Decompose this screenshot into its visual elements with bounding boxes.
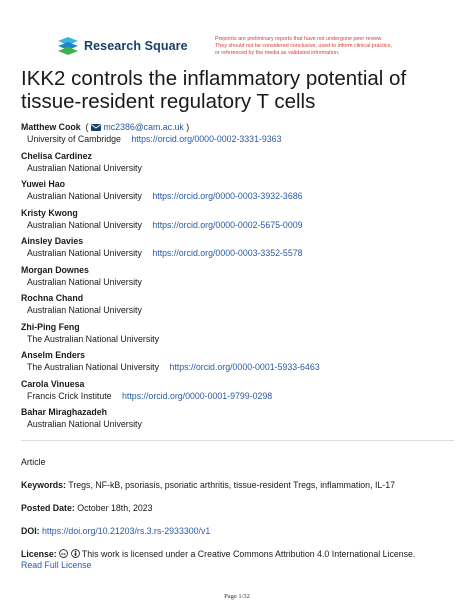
author-name: Zhi-Ping Feng (21, 321, 80, 332)
paper-title: IKK2 controls the inflammatory potential of tissue-resident regulatory T cells (21, 67, 407, 113)
posted-date-value: October 18th, 2023 (77, 503, 153, 513)
read-full-license-link[interactable]: Read Full License (21, 560, 92, 570)
author-entry (21, 122, 461, 151)
preprint-disclaimer (215, 36, 465, 58)
doi-label: DOI: (21, 526, 40, 536)
disclaimer-line: or referenced by the media as validated information. (215, 50, 340, 57)
author-entry (21, 236, 461, 265)
author-email-group: ( mc2386@cam.ac.uk ) (83, 122, 190, 132)
disclaimer-line: They should not be considered conclusive, used to inform clinical practice, (215, 43, 393, 50)
author-affiliation: Australian National University (27, 248, 142, 258)
page-number: Page 1/32 (224, 593, 250, 600)
doi-link[interactable]: https://doi.org/10.21203/rs.3.rs-2933300/v1 (42, 526, 211, 536)
author-entry (21, 322, 461, 351)
orcid-link[interactable]: https://orcid.org/0000-0001-5933-6463 (169, 362, 320, 372)
author-affiliation: Australian National University (27, 219, 142, 230)
author-entry (21, 208, 461, 237)
author-affiliation: The Australian National University (27, 333, 160, 344)
doi-line (21, 526, 461, 537)
author-name: Yuwei Hao (21, 179, 65, 189)
cc-icon (59, 549, 68, 558)
orcid-link[interactable]: https://orcid.org/0000-0003-3352-5578 (152, 248, 303, 258)
author-list (21, 122, 461, 436)
author-affiliation: The Australian National University (27, 362, 160, 372)
svg-text:cc: cc (61, 551, 66, 557)
author-name: Bahar Miraghazadeh (21, 407, 108, 417)
author-affiliation: Australian National University (27, 305, 142, 315)
author-entry (21, 379, 461, 408)
author-entry (21, 179, 461, 208)
author-entry (21, 151, 461, 180)
license-line (21, 549, 461, 571)
article-type: Article (21, 457, 46, 467)
author-name: Kristy Kwong (21, 207, 78, 218)
disclaimer-line: Preprints are preliminary reports that have not undergone peer review. (215, 36, 383, 42)
license-label: License: (21, 549, 57, 559)
author-affiliation: Australian National University (27, 276, 142, 287)
orcid-link[interactable]: https://orcid.org/0000-0002-5675-0009 (152, 219, 303, 230)
author-name: Anselm Enders (21, 350, 86, 360)
page-header (0, 0, 474, 62)
author-name: Chelisa Cardinez (21, 150, 92, 161)
author-affiliation: Francis Crick Institute (27, 390, 112, 401)
mail-icon (91, 124, 101, 131)
author-affiliation: University of Cambridge (27, 134, 121, 144)
author-entry (21, 293, 461, 322)
section-divider (21, 440, 454, 441)
posted-date-label: Posted Date: (21, 503, 75, 513)
author-entry (21, 265, 461, 294)
author-name: Ainsley Davies (21, 236, 84, 246)
author-name: Carola Vinuesa (21, 378, 85, 389)
author-entry (21, 407, 461, 436)
keywords-line (21, 480, 461, 491)
author-email-link[interactable]: mc2386@cam.ac.uk (103, 122, 184, 132)
author-affiliation: Australian National University (27, 162, 142, 173)
logo-text: Research Square (84, 39, 188, 53)
posted-date-line (21, 503, 461, 514)
research-square-logo-icon (56, 36, 80, 56)
author-name: Matthew Cook (21, 122, 81, 132)
keywords-label: Keywords: (21, 480, 66, 490)
author-entry (21, 350, 461, 379)
orcid-link[interactable]: https://orcid.org/0000-0001-9799-0298 (122, 390, 273, 401)
orcid-link[interactable]: https://orcid.org/0000-0002-3331-9363 (131, 134, 282, 144)
author-affiliation: Australian National University (27, 191, 142, 201)
keywords-value: Tregs, NF-kB, psoriasis, psoriatic arthritis, tissue-resident Tregs, inflammation, IL-17 (68, 480, 396, 490)
license-text: This work is licensed under a Creative Commons Attribution 4.0 International License. (81, 549, 416, 559)
research-square-logo[interactable] (56, 36, 188, 56)
orcid-link[interactable]: https://orcid.org/0000-0003-3932-3686 (152, 191, 303, 201)
by-icon (71, 549, 80, 558)
author-affiliation: Australian National University (27, 419, 142, 429)
author-name: Rochna Chand (21, 293, 84, 303)
author-name: Morgan Downes (21, 264, 89, 275)
